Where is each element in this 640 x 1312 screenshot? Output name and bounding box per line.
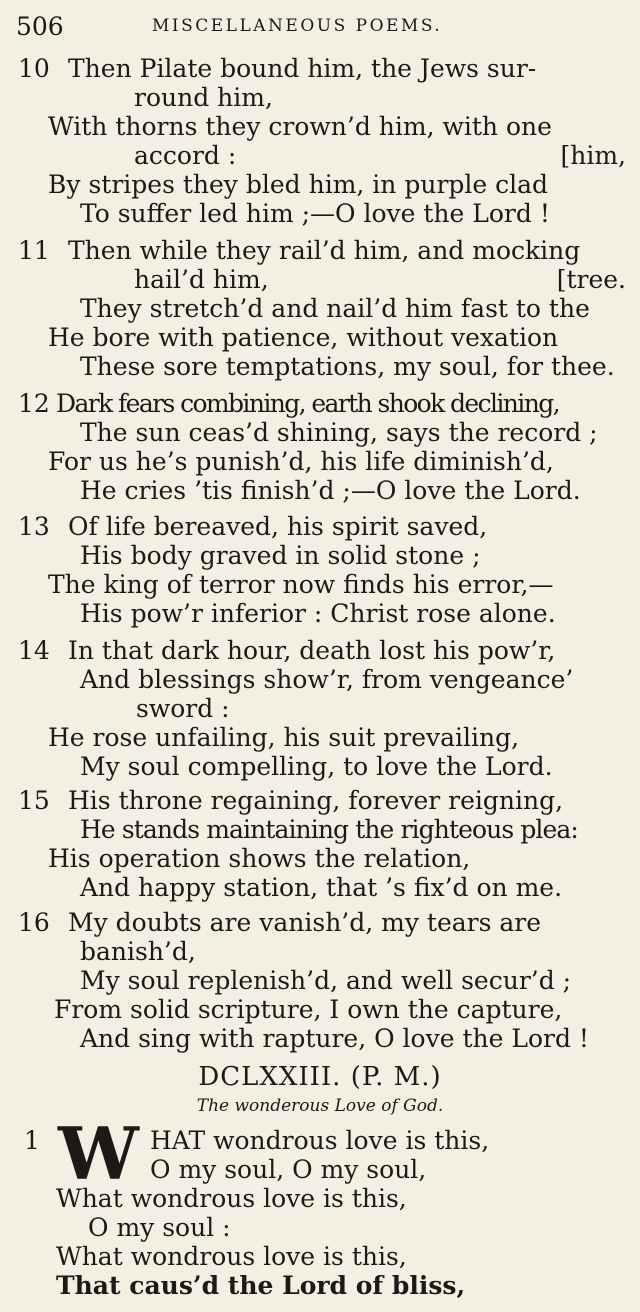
running-title: MISCELLANEOUS POEMS. [152, 16, 443, 36]
verse-line: Then while they rail’d him, and mocking [68, 236, 581, 265]
verse-line: My soul replenish’d, and well secur’d ; [80, 966, 572, 995]
verse-line: What wondrous love is this, [56, 1242, 407, 1271]
stanza-number: 16 [18, 908, 50, 937]
hymn-subtitle: The wonderous Love of God. [196, 1096, 444, 1116]
verse-line: HAT wondrous love is this, [150, 1126, 490, 1155]
verse-line: sword : [136, 694, 230, 723]
verse-line: His throne regaining, forever reigning, [68, 786, 564, 815]
verse-line: O my soul : [88, 1213, 231, 1242]
verse-line: And sing with rapture, O love the Lord ! [80, 1024, 589, 1053]
verse-line: He bore with patience, without vexation [48, 323, 559, 352]
verse-line: These sore temptations, my soul, for thee. [80, 352, 615, 381]
verse-line: And blessings show’r, from vengeance’ [80, 665, 574, 694]
verse-line: Dark fears combining, earth shook declining, [56, 389, 559, 418]
verse-line: From solid scripture, I own the capture, [54, 995, 563, 1024]
verse-line: By stripes they bled him, in purple clad [48, 170, 549, 199]
stanza-number: 15 [18, 786, 50, 815]
verse-line: And happy station, that ’s fix’d on me. [80, 873, 563, 902]
verse-line: With thorns they crown’d him, with one [48, 112, 552, 141]
page-header [16, 12, 624, 42]
stanza-number: 13 [18, 512, 50, 541]
verse-line: My soul compelling, to love the Lord. [80, 752, 553, 781]
verse-line: accord : [134, 141, 237, 170]
hymn-title: DCLXXIII. (P. M.) [198, 1062, 442, 1092]
verse-line: They stretch’d and nail’d him fast to the [80, 294, 590, 323]
verse-line: Of life bereaved, his spirit saved, [68, 512, 488, 541]
drop-cap: W [58, 1111, 139, 1196]
stanza-number: 14 [18, 636, 50, 665]
verse-line: His pow’r inferior : Christ rose alone. [80, 599, 556, 628]
stanza-number: 12 [18, 389, 50, 418]
verse-line: That caus’d the Lord of bliss, [56, 1271, 466, 1300]
verse-line: He rose unfailing, his suit prevailing, [48, 723, 520, 752]
verse-line: He cries ’tis finish’d ;—O love the Lord. [80, 476, 581, 505]
verse-line: My doubts are vanish’d, my tears are [68, 908, 542, 937]
verse-line: O my soul, O my soul, [150, 1155, 427, 1184]
verse-line: round him, [134, 83, 273, 112]
verse-line: The king of terror now finds his error,— [48, 570, 554, 599]
verse-line: Then Pilate bound him, the Jews sur- [68, 54, 537, 83]
verse-line: banish’d, [80, 937, 196, 966]
verse-line: His operation shows the relation, [48, 844, 471, 873]
verse-line: What wondrous love is this, [56, 1184, 407, 1213]
stanza-number: 10 [18, 54, 50, 83]
verse-line: His body graved in solid stone ; [80, 541, 481, 570]
verse-line: hail’d him, [134, 265, 269, 294]
verse-line: The sun ceas’d shining, says the record ; [80, 418, 598, 447]
verse-line: For us he’s punish’d, his life diminish’d, [48, 447, 554, 476]
verse-line: In that dark hour, death lost his pow’r, [68, 636, 556, 665]
turnover-word: [him, [560, 141, 626, 170]
stanza-number: 1 [24, 1126, 40, 1155]
verse-line: To suffer led him ;—O love the Lord ! [80, 199, 550, 228]
page-number: 506 [16, 12, 64, 41]
verse-line: He stands maintaining the righteous plea: [80, 815, 578, 844]
stanza-number: 11 [18, 236, 50, 265]
turnover-word: [tree. [556, 265, 626, 294]
